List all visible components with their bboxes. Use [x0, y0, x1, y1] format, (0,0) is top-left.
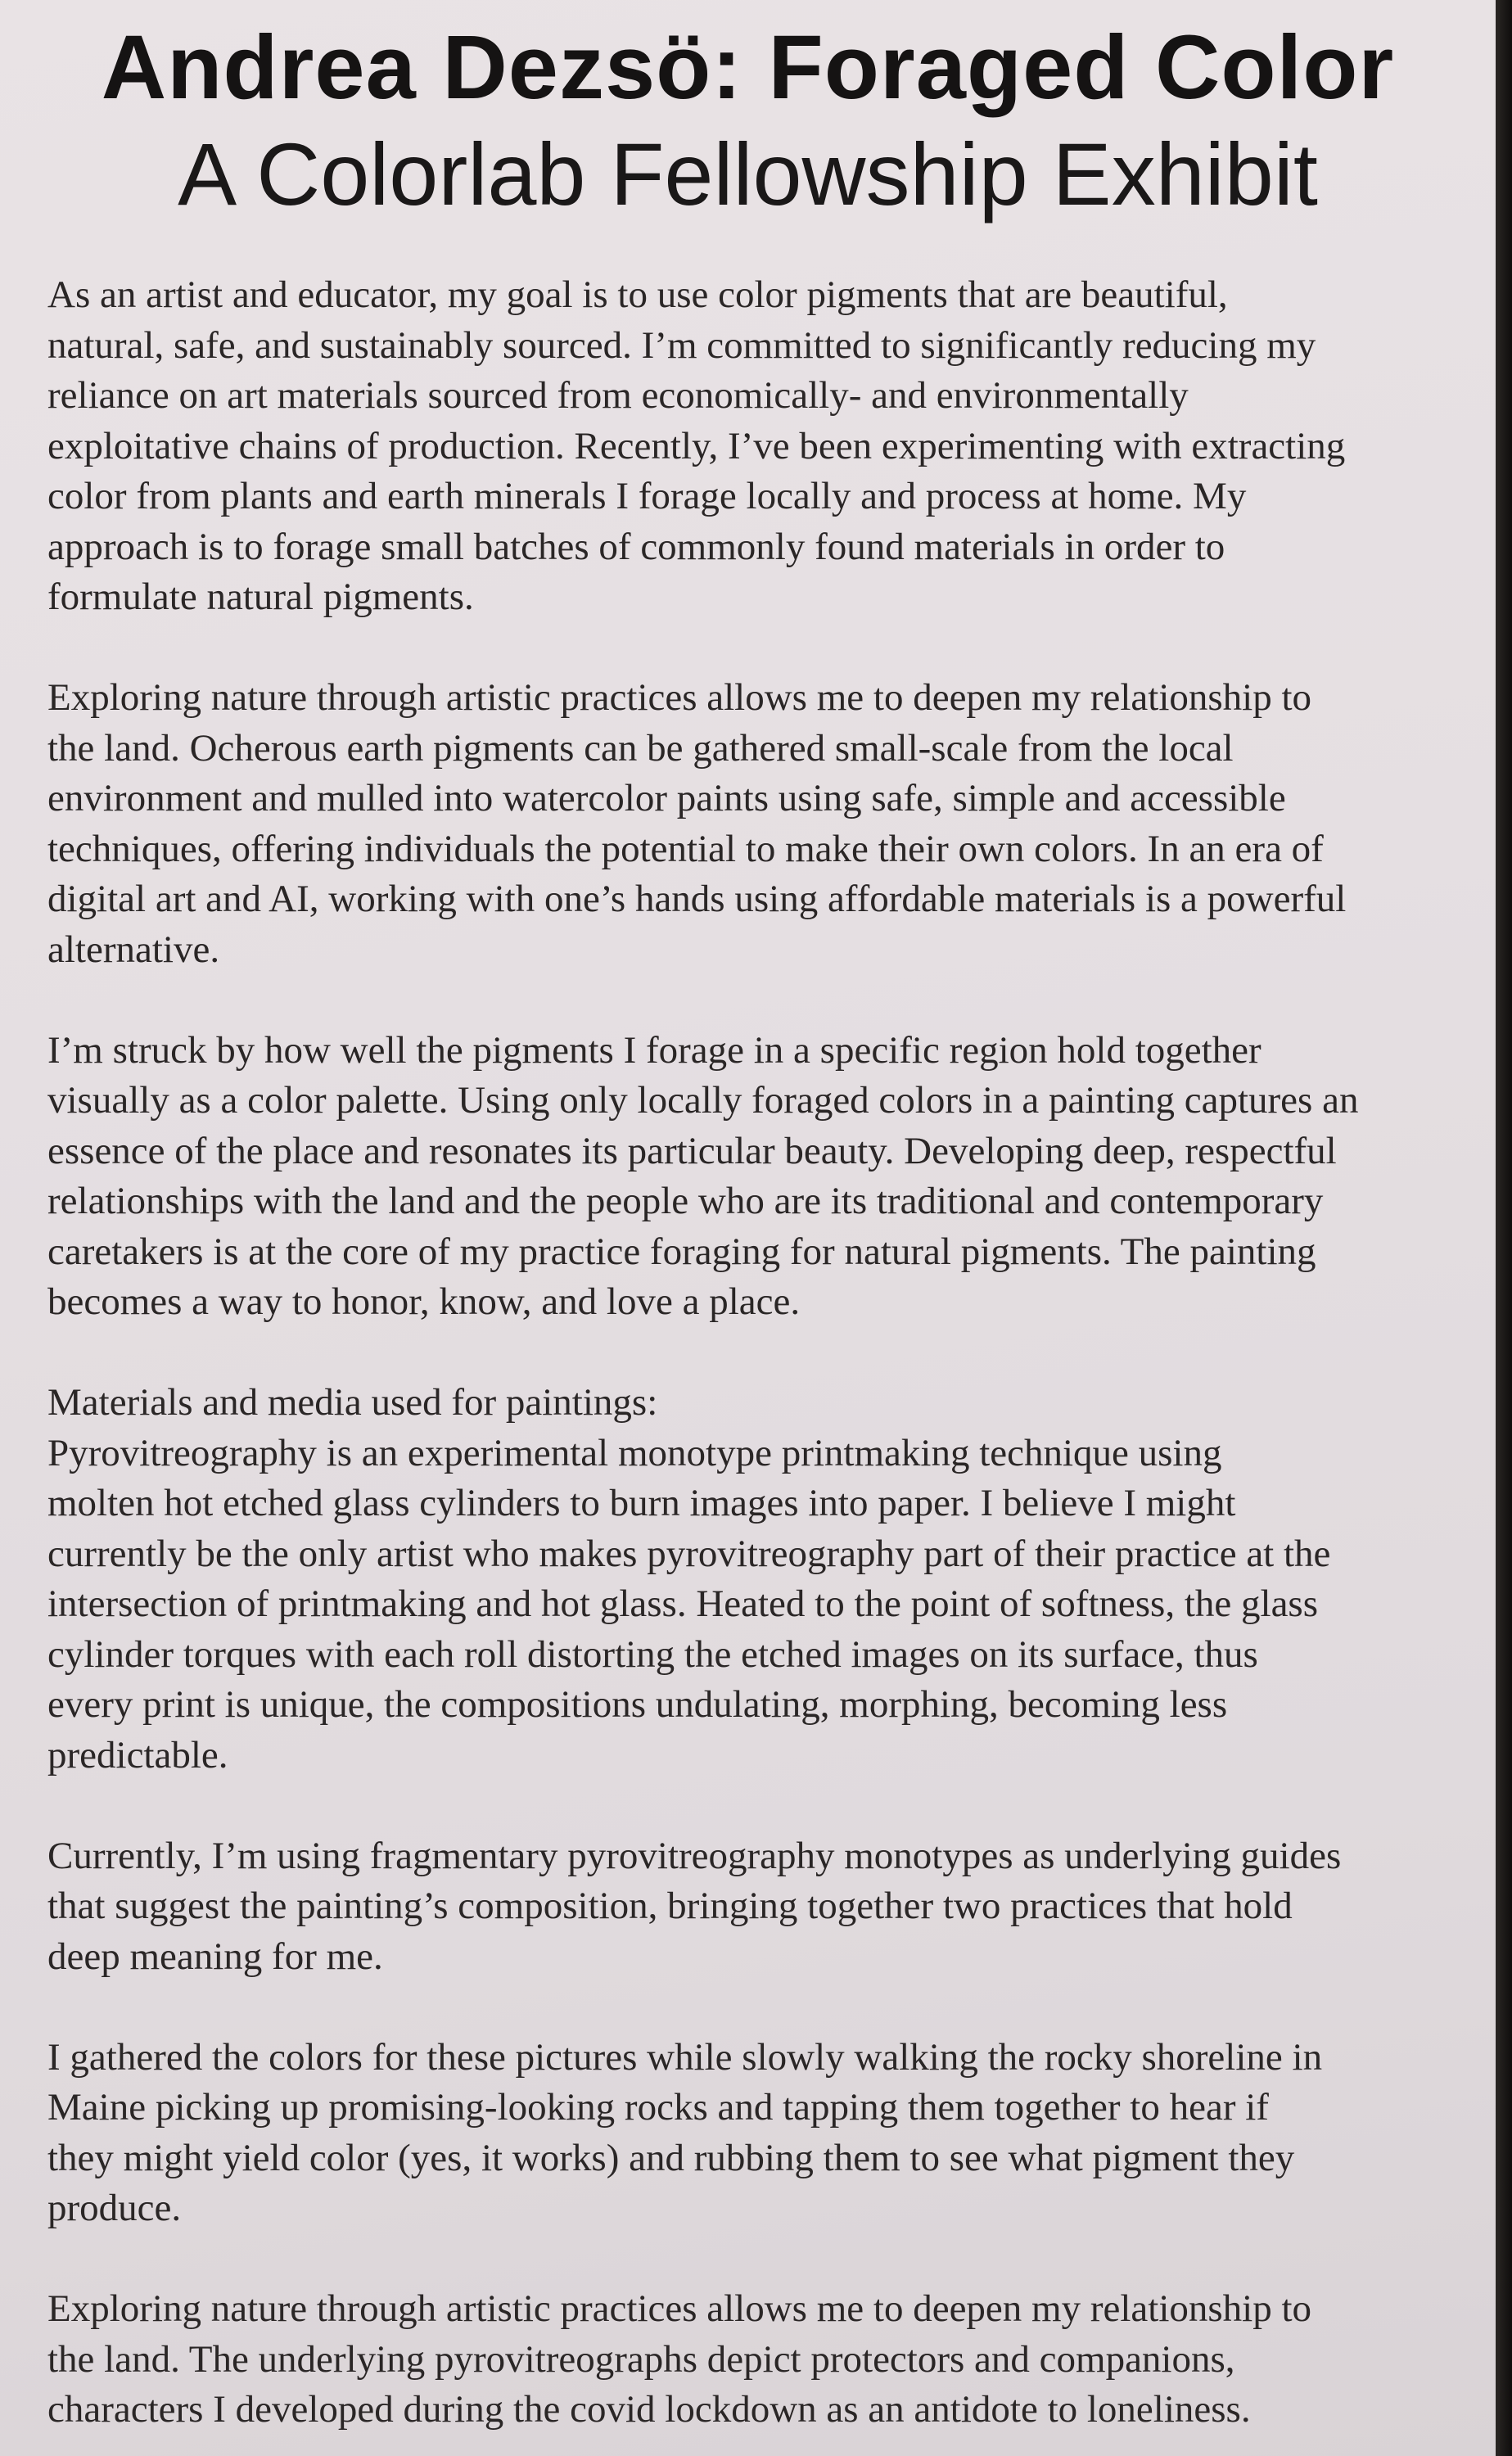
- paragraph-color-palette: I’m struck by how well the pigments I forage in a specific region hold together visually as a color palette. Using only locally foraged colors in a painting captures an essence of the place and resonates its particular beauty. Developing deep, respectful relationships with the land and the people who are its traditional and contemporary caretakers is at the core of my practice foraging for natural pigments. The painting becomes a way to honor, know, and love a place.: [47, 1028, 1359, 1323]
- exhibit-title: Andrea Dezsö: Foraged Color: [101, 17, 1395, 118]
- paragraph-artist-goal: As an artist and educator, my goal is to use color pigments that are beautiful, natural, safe, and sustainably sourced. I’m committed to significantly reducing my reliance on art materials sourced from economically- and environmentally exploitative chains of production. Recently, I’ve been experimenting with extracting color from plants and earth minerals I forage locally and process at home. My approach is to forage small batches of commonly found materials in order to formulate natural pigments.: [47, 273, 1346, 618]
- artist-statement: [47, 270, 1472, 2456]
- paragraph-monotype-guides: Currently, I’m using fragmentary pyrovitreography monotypes as underlying guides that suggest the painting’s composition, bringing together two practices that hold deep meaning for me.: [47, 1834, 1342, 1978]
- paragraph-pyrovitreography: Pyrovitreography is an experimental monotype printmaking technique using molten hot etched glass cylinders to burn images into paper. I believe I might currently be the only artist who makes pyrovitreography part of their practice at the intersection of printmaking and hot glass. Heated to the point of softness, the glass cylinder torques with each roll distorting the etched images on its surface, thus every print is unique, the compositions undulating, morphing, becoming less predictable.: [47, 1431, 1331, 1777]
- paragraph-maine-shoreline: I gathered the colors for these pictures while slowly walking the rocky shoreline in Maine picking up promising-looking rocks and tapping them together to hear if they might yield color (yes, it works) and rubbing them to see what pigment they produce.: [47, 2035, 1323, 2229]
- exhibit-subtitle: A Colorlab Fellowship Exhibit: [178, 124, 1318, 223]
- wall-edge: [1496, 0, 1512, 2456]
- paragraph-protectors: Exploring nature through artistic practices allows me to deepen my relationship to the land. The underlying pyrovitreographs depict protectors and companions, characters I developed during the covid lockdown as an antidote to loneliness.: [47, 2287, 1312, 2431]
- materials-heading: Materials and media used for paintings:: [47, 1381, 658, 1424]
- paragraph-exploring-nature: Exploring nature through artistic practices allows me to deepen my relationship to the land. Ocherous earth pigments can be gathered small-scale from the local environment and mulled into watercolor paints using safe, simple and accessible techniques, offering individuals the potential to make their own colors. In an era of digital art and AI, working with one’s hands using affordable materials is a powerful alternative.: [47, 676, 1347, 971]
